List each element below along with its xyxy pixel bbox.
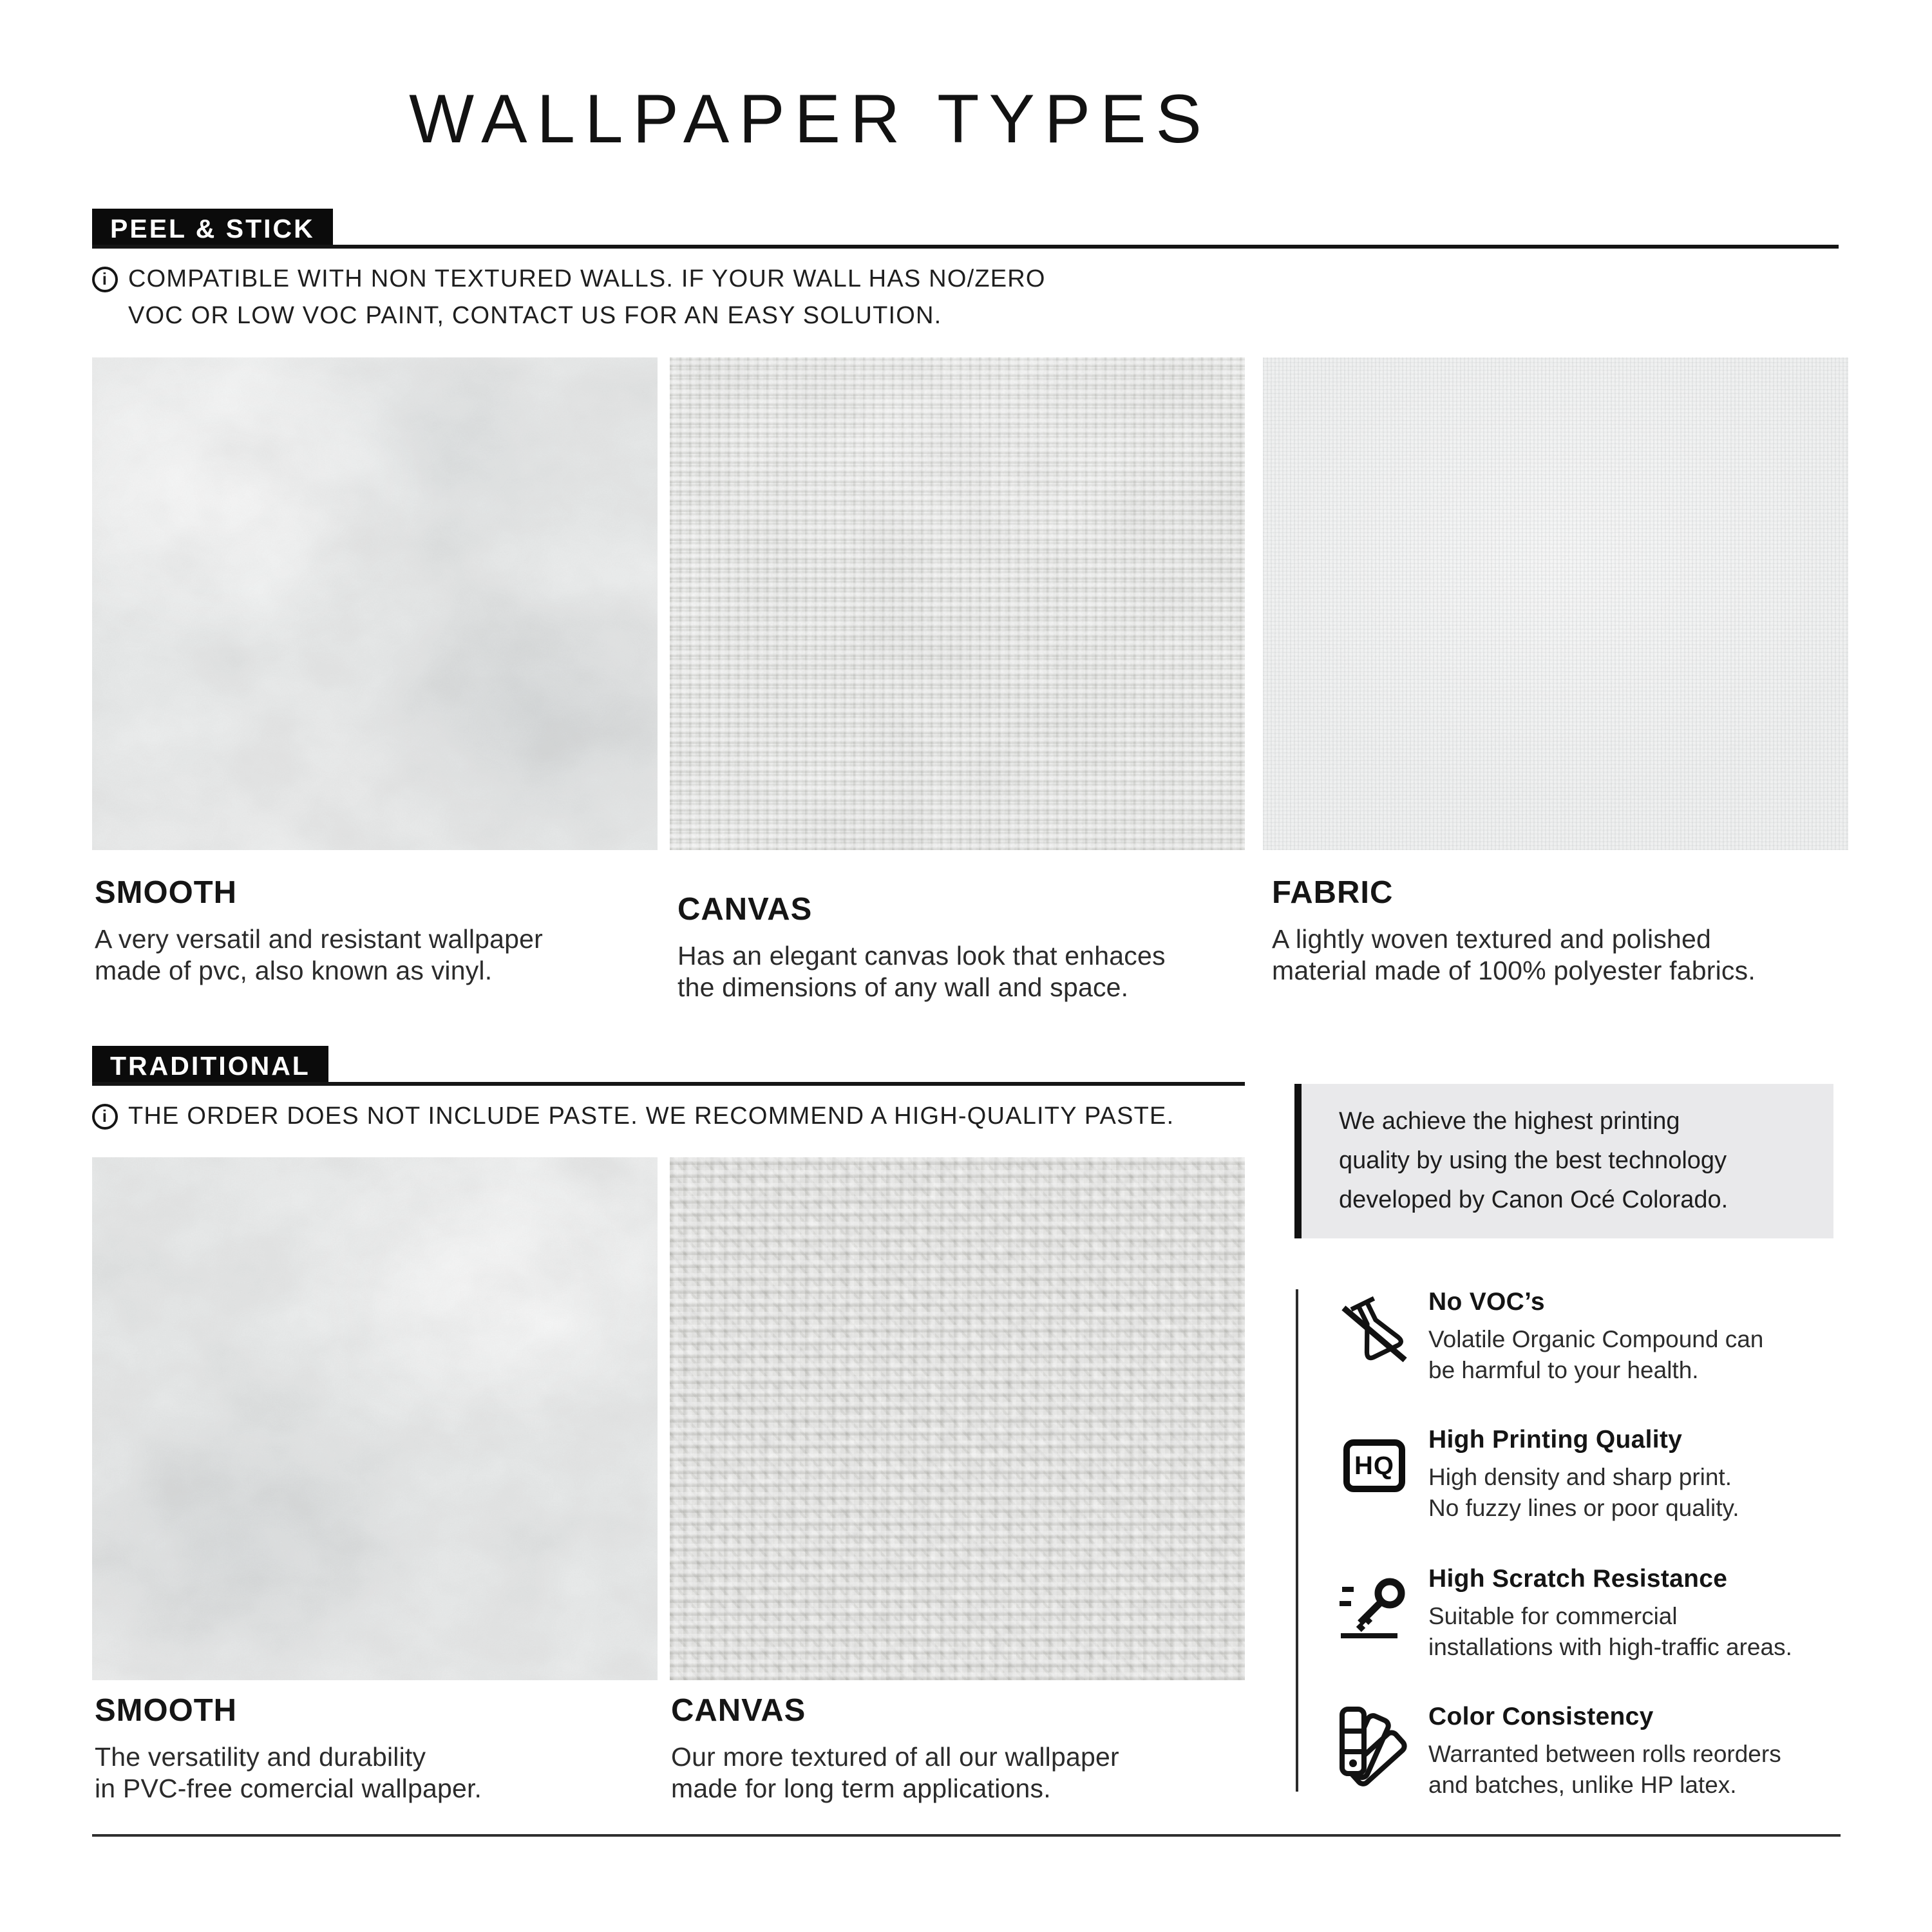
quality-note-line3: developed by Canon Océ Colorado. bbox=[1339, 1186, 1728, 1213]
swatch-name: SMOOTH bbox=[95, 1693, 238, 1728]
feature-high-scratch-resistance bbox=[1327, 1565, 1868, 1663]
quality-note-box bbox=[1302, 1084, 1833, 1238]
page-title: WALLPAPER TYPES bbox=[409, 80, 1211, 157]
swatch-desc-line2: made for long term applications. bbox=[671, 1774, 1051, 1803]
swatch-desc-line2: material made of 100% polyester fabrics. bbox=[1272, 956, 1756, 985]
peel-stick-section-badge: PEEL & STICK bbox=[92, 209, 333, 249]
peel-stick-smooth-swatch bbox=[92, 357, 658, 850]
swatch-desc-line2: in PVC-free comercial wallpaper. bbox=[95, 1774, 482, 1803]
traditional-smooth-caption bbox=[95, 1692, 482, 1804]
swatch-name: SMOOTH bbox=[95, 875, 238, 910]
feature-desc-line1: Volatile Organic Compound can bbox=[1428, 1326, 1764, 1352]
peel-stick-canvas-caption bbox=[677, 891, 1166, 1003]
swatch-desc-line1: Has an elegant canvas look that enhaces bbox=[677, 941, 1166, 971]
feature-desc-line2: No fuzzy lines or poor quality. bbox=[1428, 1495, 1739, 1521]
bottom-rule bbox=[92, 1834, 1841, 1837]
quality-note-line2: quality by using the best technology bbox=[1339, 1147, 1727, 1174]
feature-title: High Scratch Resistance bbox=[1428, 1565, 1728, 1593]
feature-high-printing-quality bbox=[1327, 1426, 1868, 1524]
swatch-desc-line2: the dimensions of any wall and space. bbox=[677, 972, 1129, 1002]
feature-title: High Printing Quality bbox=[1428, 1426, 1683, 1454]
swatch-desc-line1: A very versatil and resistant wallpaper bbox=[95, 924, 544, 954]
traditional-note bbox=[92, 1103, 1174, 1130]
traditional-smooth-swatch bbox=[92, 1157, 658, 1680]
swatch-name: CANVAS bbox=[677, 892, 813, 927]
peel-stick-note-line1: COMPATIBLE WITH NON TEXTURED WALLS. IF YOUR WALL HAS NO/ZERO bbox=[128, 265, 1046, 292]
feature-desc-line1: Warranted between rolls reorders bbox=[1428, 1741, 1781, 1767]
quality-note-line1: We achieve the highest printing bbox=[1339, 1108, 1680, 1135]
feature-no-vocs bbox=[1327, 1288, 1868, 1386]
swatch-desc-line1: The versatility and durability bbox=[95, 1742, 426, 1772]
swatch-desc-line2: made of pvc, also known as vinyl. bbox=[95, 956, 493, 985]
peel-stick-smooth-caption bbox=[95, 875, 543, 987]
quality-box-accent-bar bbox=[1294, 1084, 1302, 1238]
feature-color-consistency bbox=[1327, 1703, 1868, 1801]
traditional-section-rule bbox=[92, 1082, 1245, 1086]
swatch-name: FABRIC bbox=[1272, 875, 1394, 910]
info-icon: i bbox=[92, 1104, 118, 1130]
traditional-section-badge: TRADITIONAL bbox=[92, 1046, 328, 1086]
peel-stick-canvas-swatch bbox=[670, 357, 1245, 850]
peel-stick-section-rule bbox=[92, 245, 1839, 249]
info-icon: i bbox=[92, 267, 118, 292]
hq-badge-icon bbox=[1336, 1427, 1413, 1504]
feature-desc-line2: installations with high-traffic areas. bbox=[1428, 1634, 1792, 1660]
traditional-canvas-caption bbox=[671, 1692, 1119, 1804]
color-fan-icon bbox=[1336, 1704, 1413, 1781]
peel-stick-fabric-swatch bbox=[1263, 357, 1848, 850]
feature-desc-line1: High density and sharp print. bbox=[1428, 1464, 1732, 1490]
swatch-name: CANVAS bbox=[671, 1693, 806, 1728]
peel-stick-fabric-caption bbox=[1272, 875, 1756, 987]
traditional-note-line1: THE ORDER DOES NOT INCLUDE PASTE. WE RECOMMEND A HIGH-QUALITY PASTE. bbox=[128, 1103, 1175, 1130]
swatch-desc-line1: A lightly woven textured and polished bbox=[1272, 924, 1712, 954]
feature-desc-line1: Suitable for commercial bbox=[1428, 1603, 1678, 1629]
peel-stick-note bbox=[92, 265, 1046, 330]
hq-badge-label: HQ bbox=[1354, 1451, 1394, 1480]
feature-desc-line2: and batches, unlike HP latex. bbox=[1428, 1772, 1737, 1798]
swatch-desc-line1: Our more textured of all our wallpaper bbox=[671, 1742, 1119, 1772]
traditional-canvas-swatch bbox=[670, 1157, 1245, 1680]
feature-desc-line2: be harmful to your health. bbox=[1428, 1357, 1699, 1383]
peel-stick-note-line2: VOC OR LOW VOC PAINT, CONTACT US FOR AN EASY SOLUTION. bbox=[128, 302, 942, 329]
feature-title: No VOC’s bbox=[1428, 1288, 1545, 1316]
no-voc-flask-icon bbox=[1336, 1289, 1413, 1367]
scratch-key-icon bbox=[1336, 1566, 1413, 1643]
feature-title: Color Consistency bbox=[1428, 1703, 1654, 1730]
features-divider-line bbox=[1296, 1289, 1298, 1792]
